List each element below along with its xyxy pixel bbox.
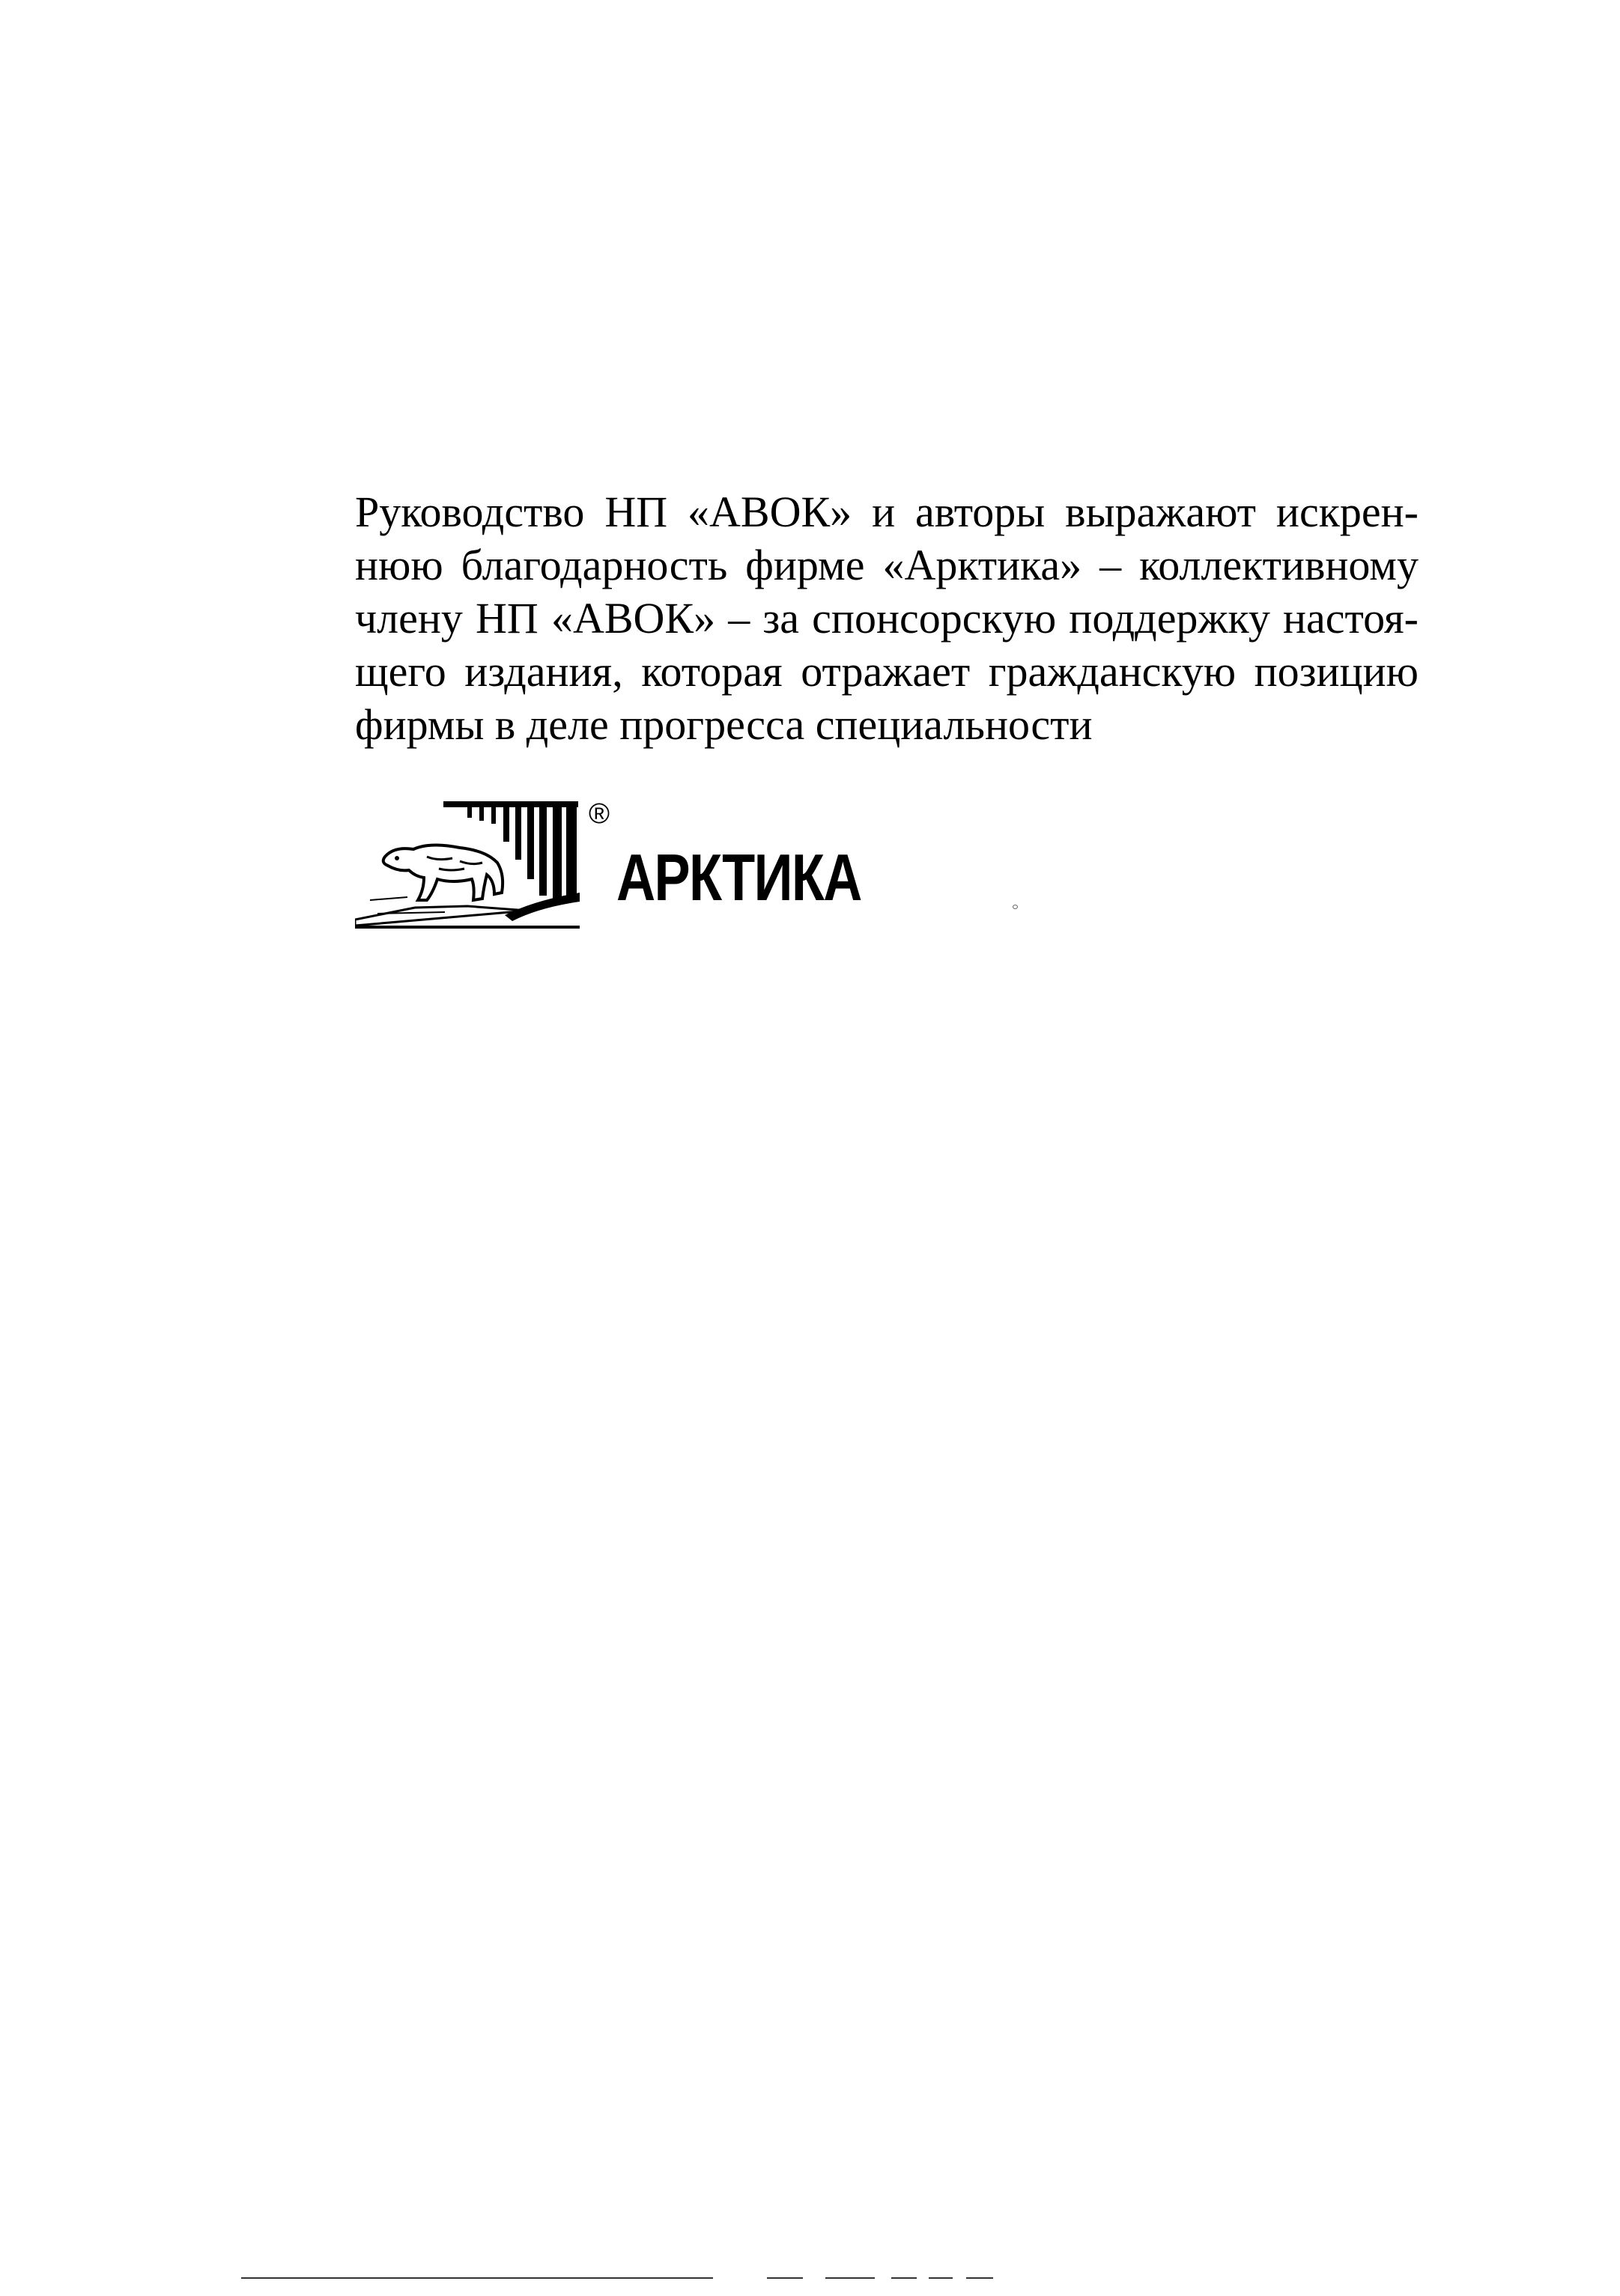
acknowledgement-paragraph	[355, 485, 1419, 751]
registered-trademark-mark: ®	[589, 798, 610, 830]
footer-rule-dash-1	[767, 2277, 803, 2279]
brand-name: АРКТИКА	[616, 840, 861, 914]
footer-rule-left	[241, 2277, 713, 2279]
acknowledgement-line-5: фирмы в деле прогресса специальности	[355, 700, 1093, 749]
footer-rule-dash-5	[966, 2277, 993, 2279]
footer-rule-dash-3	[891, 2277, 917, 2279]
acknowledgement-line-3: члену НП «АВОК» – за спонсорскую поддержку настоя-	[355, 594, 1419, 643]
scan-speck	[1013, 905, 1018, 909]
footer-rule-dash-2	[825, 2277, 875, 2279]
arktika-logo	[355, 788, 894, 930]
acknowledgement-line-1: Руководство НП «АВОК» и авторы выражают искрен-	[355, 488, 1419, 536]
footer-rule-dash-4	[929, 2277, 953, 2279]
acknowledgement-line-4: щего издания, которая отражает гражданскую позицию	[355, 647, 1419, 696]
acknowledgement-line-2: нюю благодарность фирме «Арктика» – коллективному	[355, 541, 1419, 589]
polar-bear-logo-icon	[355, 788, 625, 930]
